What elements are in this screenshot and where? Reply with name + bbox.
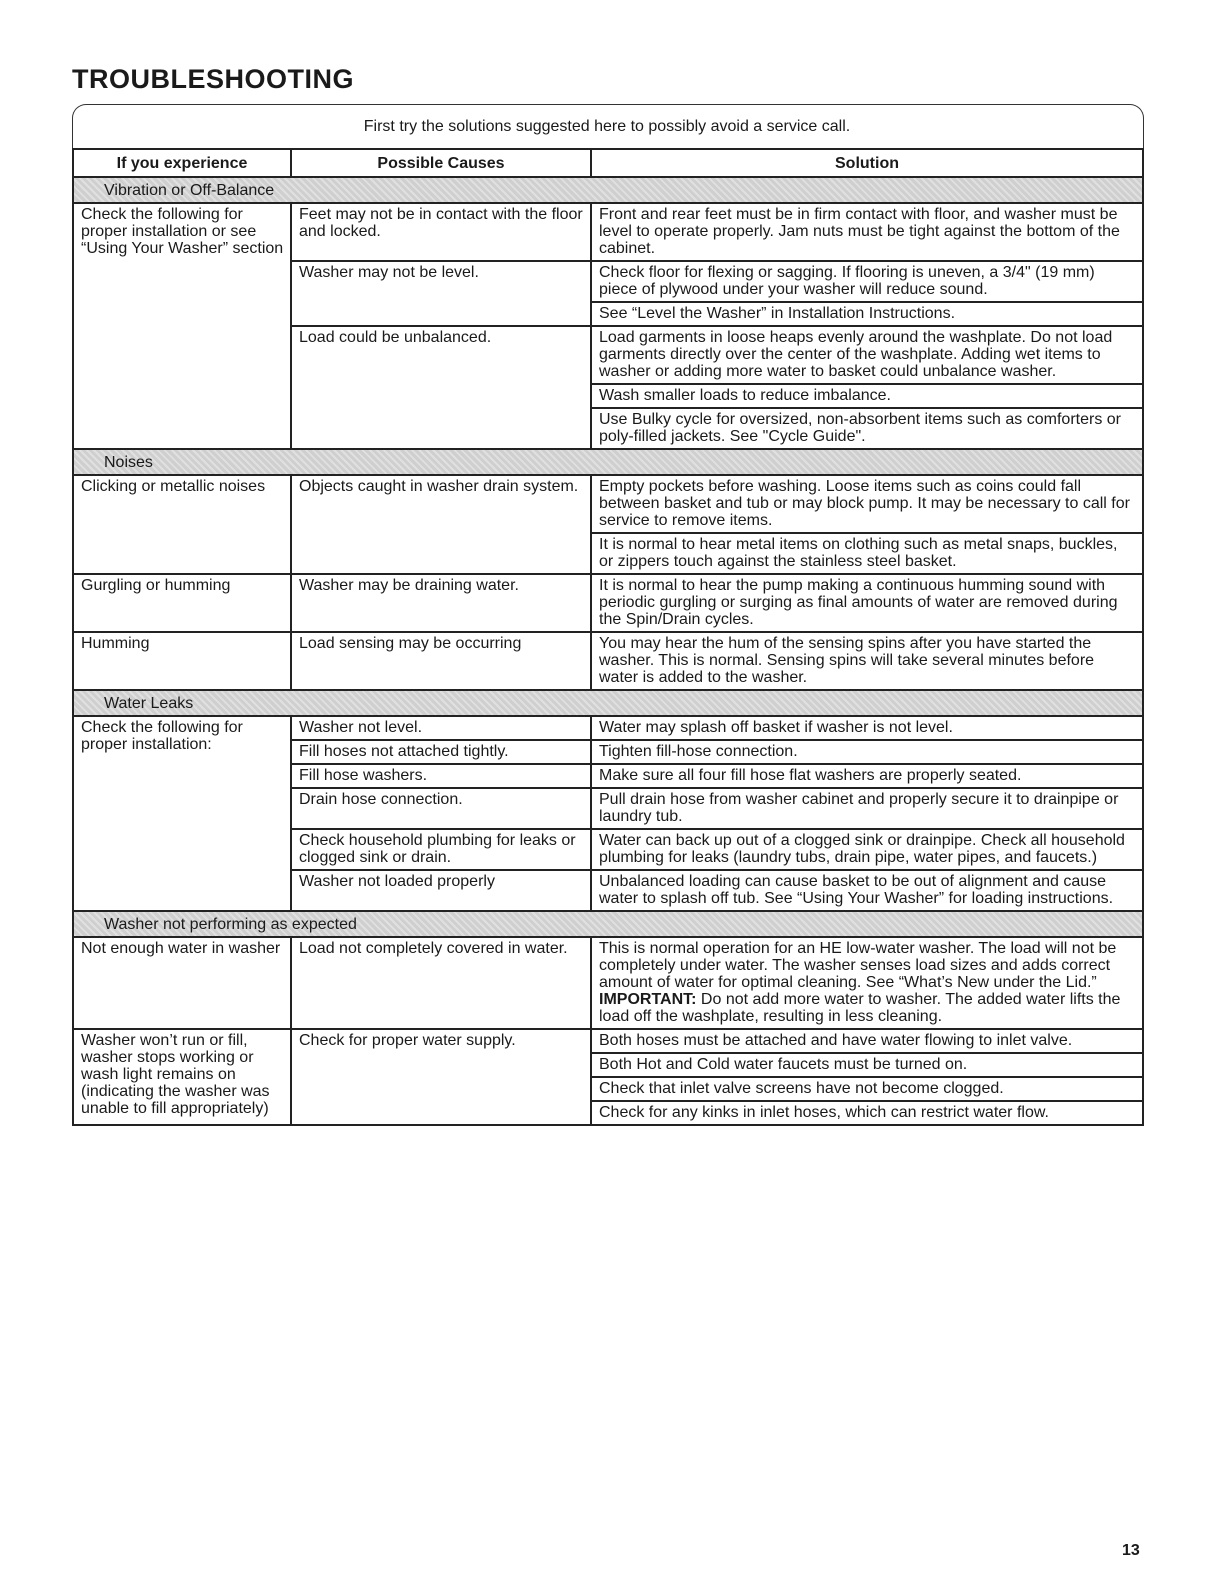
experience-cell: Not enough water in washer (73, 937, 291, 1029)
solution-cell (591, 829, 1143, 870)
solution-text: Check that inlet valve screens have not become clogged. (599, 1080, 1004, 1097)
solution-text: See “Level the Washer” in Installation Instructions. (599, 305, 956, 322)
solution-text: Make sure all four fill hose flat washers are properly seated. (599, 767, 1022, 784)
cause-cell: Washer may not be level. (291, 261, 591, 326)
solution-cell (591, 1029, 1143, 1053)
solution-text: Water can back up out of a clogged sink or drainpipe. Check all household plumbing for leaks (laundry tubs, drain pipe, water pipes, and faucets.) (599, 832, 1125, 866)
cause-cell: Feet may not be in contact with the floor and locked. (291, 203, 591, 261)
experience-cell: Humming (73, 632, 291, 690)
section-header: Vibration or Off-Balance (73, 177, 1143, 203)
cause-cell: Check household plumbing for leaks or clogged sink or drain. (291, 829, 591, 870)
troubleshooting-table (72, 148, 1144, 1126)
solution-text: Unbalanced loading can cause basket to be out of alignment and cause water to splash off tub. See “Using Your Washer” for loading instructions. (599, 873, 1114, 907)
cause-cell: Check for proper water supply. (291, 1029, 591, 1125)
solution-cell (591, 261, 1143, 302)
header-solution: Solution (591, 149, 1143, 177)
solution-cell (591, 740, 1143, 764)
solution-text: Tighten fill-hose connection. (599, 743, 798, 760)
header-causes: Possible Causes (291, 149, 591, 177)
section-header-row (73, 690, 1143, 716)
solution-text: Wash smaller loads to reduce imbalance. (599, 387, 891, 404)
cause-cell: Drain hose connection. (291, 788, 591, 829)
table-row (73, 203, 1143, 261)
solution-text: Both Hot and Cold water faucets must be turned on. (599, 1056, 968, 1073)
header-experience: If you experience (73, 149, 291, 177)
table-row (73, 1029, 1143, 1053)
solution-cell (591, 475, 1143, 533)
table-row (73, 574, 1143, 632)
solution-cell (591, 302, 1143, 326)
section-header-row (73, 449, 1143, 475)
solution-text: Check for any kinks in inlet hoses, which can restrict water flow. (599, 1104, 1049, 1121)
table-body (73, 177, 1143, 1125)
table-row (73, 937, 1143, 1029)
experience-cell: Check the following for proper installation: (73, 716, 291, 911)
solution-cell (591, 408, 1143, 449)
cause-cell: Load sensing may be occurring (291, 632, 591, 690)
experience-cell: Gurgling or humming (73, 574, 291, 632)
solution-text: Load garments in loose heaps evenly around the washplate. Do not load garments directly over the center of the washplate. Adding wet items to washer or adding more water to basket could unbalance washer. (599, 329, 1113, 380)
solution-cell (591, 533, 1143, 574)
solution-cell (591, 632, 1143, 690)
important-text: Do not add more water to washer. The added water lifts the load off the washplate, resulting in less cleaning. (599, 991, 1121, 1025)
solution-text: It is normal to hear the pump making a continuous humming sound with periodic gurgling or surging as final amounts of water are removed during the Spin/Drain cycles. (599, 577, 1118, 628)
solution-text: It is normal to hear metal items on clothing such as metal snaps, buckles, or zippers touch against the stainless steel basket. (599, 536, 1118, 570)
solution-cell (591, 870, 1143, 911)
page-number: 13 (1122, 1542, 1140, 1559)
important-label: IMPORTANT: (599, 991, 697, 1008)
solution-text: Empty pockets before washing. Loose items such as coins could fall between basket and tub or may block pump. It may be necessary to call for service to remove items. (599, 478, 1130, 529)
cause-cell: Washer not loaded properly (291, 870, 591, 911)
table-header-row (73, 149, 1143, 177)
cause-cell: Load could be unbalanced. (291, 326, 591, 449)
solution-text: Pull drain hose from washer cabinet and properly secure it to drainpipe or laundry tub. (599, 791, 1119, 825)
cause-cell: Load not completely covered in water. (291, 937, 591, 1029)
section-header-row (73, 911, 1143, 937)
solution-cell (591, 574, 1143, 632)
cause-cell: Objects caught in washer drain system. (291, 475, 591, 574)
solution-cell (591, 1077, 1143, 1101)
solution-text: Check floor for flexing or sagging. If flooring is uneven, a 3/4" (19 mm) piece of plywood under your washer will reduce sound. (599, 264, 1095, 298)
cause-cell: Fill hose washers. (291, 764, 591, 788)
solution-cell (591, 203, 1143, 261)
section-header-row (73, 177, 1143, 203)
cause-cell: Washer may be draining water. (291, 574, 591, 632)
solution-text: Front and rear feet must be in firm contact with floor, and washer must be level to operate properly. Jam nuts must be tight against the bottom of the cabinet. (599, 206, 1120, 257)
solution-cell (591, 384, 1143, 408)
cause-cell: Washer not level. (291, 716, 591, 740)
table-row (73, 632, 1143, 690)
solution-text: Use Bulky cycle for oversized, non-absorbent items such as comforters or poly-filled jackets. See "Cycle Guide". (599, 411, 1121, 445)
experience-cell: Check the following for proper installation or see “Using Your Washer” section (73, 203, 291, 449)
solution-cell (591, 1053, 1143, 1077)
intro-text: First try the solutions suggested here to possibly avoid a service call. (363, 118, 851, 135)
section-header: Washer not performing as expected (73, 911, 1143, 937)
table-row (73, 716, 1143, 740)
solution-cell (591, 326, 1143, 384)
table-row (73, 475, 1143, 533)
solution-cell (591, 788, 1143, 829)
page-title: TROUBLESHOOTING (72, 64, 354, 94)
solution-cell (591, 764, 1143, 788)
solution-cell (591, 1101, 1143, 1125)
solution-text: You may hear the hum of the sensing spins after you have started the washer. This is normal. Sensing spins will take several minutes before water is added to the washer. (599, 635, 1095, 686)
section-header: Water Leaks (73, 690, 1143, 716)
cause-cell: Fill hoses not attached tightly. (291, 740, 591, 764)
experience-cell: Clicking or metallic noises (73, 475, 291, 574)
experience-cell: Washer won’t run or fill, washer stops working or wash light remains on (indicating the washer was unable to fill appropriately) (73, 1029, 291, 1125)
solution-cell (591, 716, 1143, 740)
solution-text: Water may splash off basket if washer is not level. (599, 719, 953, 736)
solution-text: Both hoses must be attached and have water flowing to inlet valve. (599, 1032, 1073, 1049)
solution-text: This is normal operation for an HE low-water washer. The load will not be completely under water. The washer senses load sizes and adds correct amount of water for optimal cleaning. See “What’s New under the Lid.” (599, 940, 1117, 991)
section-header: Noises (73, 449, 1143, 475)
solution-cell (591, 937, 1143, 1029)
